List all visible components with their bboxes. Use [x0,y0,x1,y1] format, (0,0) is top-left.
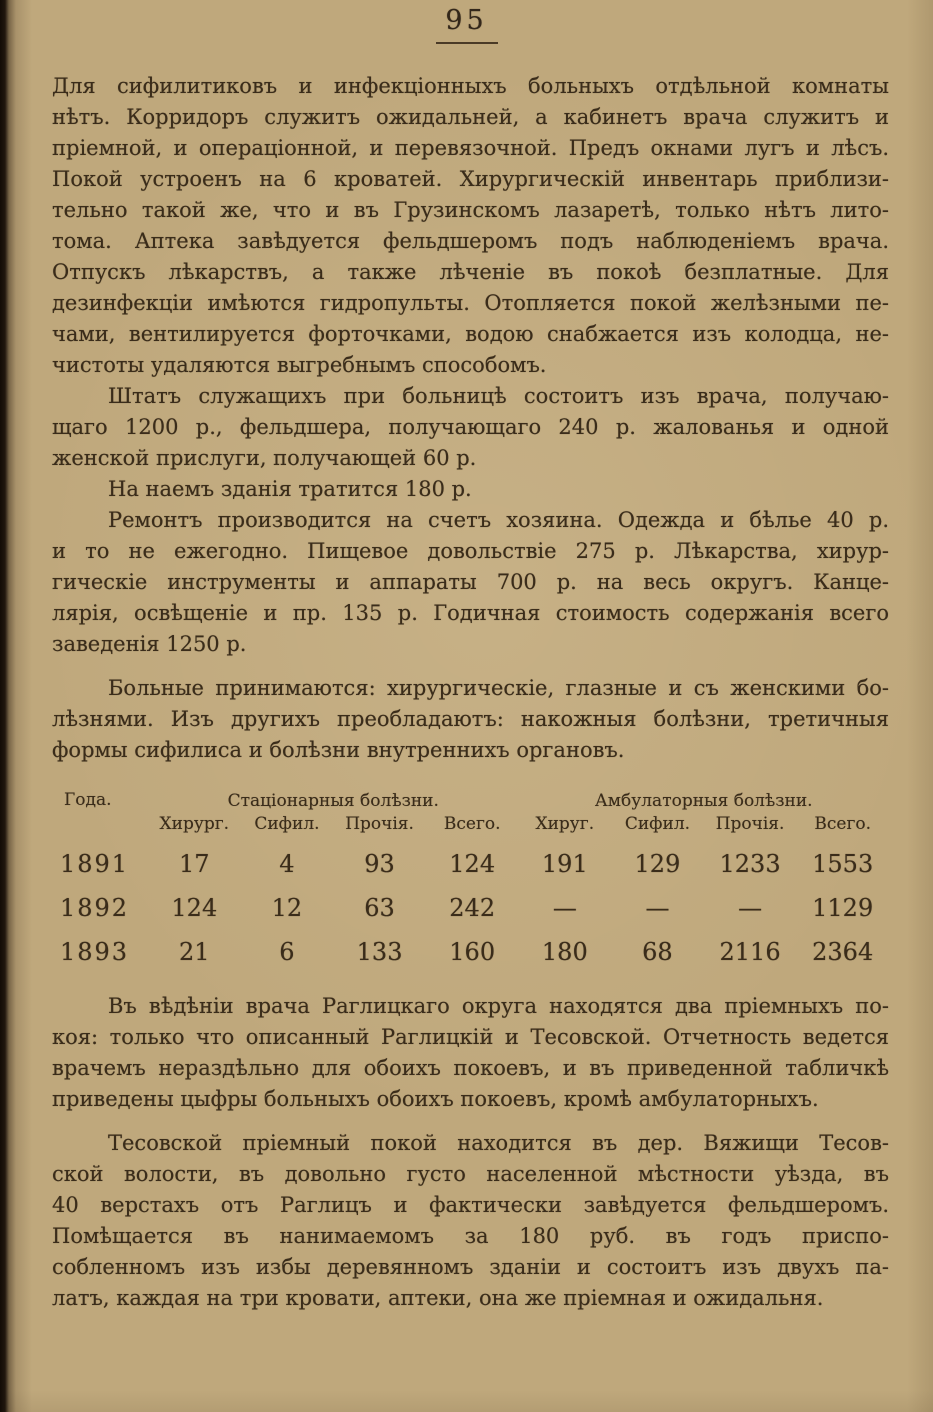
value-cell: — [738,894,763,922]
year-cell: 1891 [60,850,130,878]
value-cell: 17 [179,850,210,878]
paragraph-3 [52,474,889,505]
text-line: латъ, каждая на три кровати, аптеки, она же пріемная и ожидальня. [52,1286,824,1310]
page-header [0,0,933,44]
table-subcol-header: Всего. [814,814,871,834]
paragraph-2 [52,381,889,474]
value-cell: — [645,894,670,922]
table-subheader-row [52,812,889,837]
page-number-rule [436,42,498,44]
table-subcol-header: Прочія. [345,814,414,834]
text-line: Ремонтъ производится на счетъ хозяина. Одежда и бѣлье 40 р. [108,508,889,532]
text-line: Штатъ служащихъ при больницѣ состоитъ изъ врача, получаю- [108,384,889,408]
text-line: коя: только что описанный Раглицкій и Тесовской. Отчетность ведется [52,1025,889,1049]
text-line: Тесовской пріемный покой находится въ дер. Вяжищи Тесов- [108,1131,889,1155]
value-cell: 21 [179,938,210,966]
text-line: Въ вѣдѣніи врача Раглицкаго округа находятся два пріемныхъ по- [108,994,889,1018]
text-line: тельно такой же, что и въ Грузинскомъ лазаретѣ, только нѣтъ лито- [52,198,889,222]
text-line: ской волости, въ довольно густо населенной мѣстности уѣзда, въ [52,1162,889,1186]
text-line: Отпускъ лѣкарствъ, а также лѣченіе въ покоѣ безплатные. Для [52,260,889,284]
table-subcol-header: Всего. [443,814,501,834]
text-line: Для сифилитиковъ и инфекціонныхъ больныхъ отдѣльной комнаты [52,74,889,98]
paragraph-1 [52,71,889,381]
text-line: и то не ежегодно. Пищевое довольствіе 275 р. Лѣкарства, хирур- [52,539,889,563]
value-cell: 180 [541,938,588,966]
table-subcol-header: Сифил. [624,814,691,834]
value-cell: 1553 [812,850,874,878]
value-cell: 68 [642,938,673,966]
value-cell: 93 [364,850,395,878]
page-text [0,71,933,1314]
text-line: собленномъ изъ избы деревянномъ зданіи и состоитъ изъ двухъ па- [52,1255,889,1279]
text-line: чами, вентилируется форточками, водою снабжается изъ колодца, не- [52,322,889,346]
year-cell: 1893 [60,938,130,966]
text-line: женской прислуги, получающей 60 р. [52,446,477,470]
value-cell: 4 [279,850,295,878]
value-cell: 2116 [719,938,781,966]
value-cell: 124 [449,850,496,878]
text-line: чистоты удаляются выгребнымъ способомъ. [52,353,547,377]
statistics-table [52,790,889,969]
text-line: Помѣщается въ нанимаемомъ за 180 руб. въ годъ приспо- [52,1224,889,1248]
page-number: 95 [445,5,488,36]
value-cell: 1129 [812,894,874,922]
table-group1-title: Стаціонарныя болѣзни. [227,791,439,811]
text-line: нѣтъ. Корридоръ служитъ ожидальней, а кабинетъ врача служитъ и [52,105,889,129]
text-line: 40 верстахъ отъ Раглицъ и фактически завѣдуется фельдшеромъ. [52,1193,889,1217]
value-cell: 124 [171,894,218,922]
text-line: лѣзнями. Изъ другихъ преобладаютъ: накожныя болѣзни, третичныя [52,707,889,731]
table-subcol-header: Хируг. [535,814,595,834]
value-cell: 2364 [812,938,874,966]
table-row [52,891,889,925]
text-line: тома. Аптека завѣдуется фельдшеромъ подъ наблюденіемъ врача. [52,229,889,253]
text-line: врачемъ нераздѣльно для обоихъ покоевъ, и въ приведенной табличкѣ [52,1056,889,1080]
value-cell: 191 [541,850,588,878]
table-group2-title: Амбулаторныя болѣзни. [594,791,813,811]
text-line: Покой устроенъ на 6 кроватей. Хирургическій инвентарь приблизи- [52,167,889,191]
table-row [52,935,889,969]
value-cell: 6 [279,938,295,966]
table-subcol-spacer [52,812,148,837]
text-line: Больные принимаются: хирургическіе, глазные и съ женскими бо- [108,676,889,700]
text-line: пріемной, и операціонной, и перевязочной. Предъ окнами лугъ и лѣсъ. [52,136,889,160]
text-line: На наемъ зданія тратится 180 р. [108,477,472,501]
text-line: гическіе инструменты и аппараты 700 р. на весь округъ. Канце- [52,570,889,594]
text-line: формы сифилиса и болѣзни внутреннихъ органовъ. [52,738,625,762]
text-line: заведенія 1250 р. [52,632,247,656]
text-line: приведены цыфры больныхъ обоихъ покоевъ, кромѣ амбулаторныхъ. [52,1087,819,1111]
paragraph-5 [52,673,889,766]
table-subcol-header: Хирург. [159,814,230,834]
paragraph-6 [52,991,889,1115]
table-subcol-header: Прочія. [715,814,785,834]
text-line: лярія, освѣщеніе и пр. 135 р. Годичная стоимость содержанія всего [52,601,889,625]
value-cell: 242 [449,894,496,922]
value-cell: — [552,894,577,922]
value-cell: 1233 [719,850,781,878]
year-cell: 1892 [60,894,130,922]
value-cell: 129 [634,850,681,878]
table-subcol-header: Сифил. [254,814,320,834]
value-cell: 133 [356,938,403,966]
value-cell: 160 [449,938,496,966]
text-line: дезинфекціи имѣются гидропульты. Отопляется покой желѣзными пе- [52,291,889,315]
value-cell: 12 [271,894,303,922]
paragraph-4 [52,505,889,660]
paragraph-7 [52,1128,889,1314]
table-row [52,847,889,881]
table-years-header: Года. [64,790,112,810]
table-group-header-row [52,790,889,812]
text-line: щаго 1200 р., фельдшера, получающаго 240 р. жалованья и одной [52,415,889,439]
value-cell: 63 [364,894,395,922]
